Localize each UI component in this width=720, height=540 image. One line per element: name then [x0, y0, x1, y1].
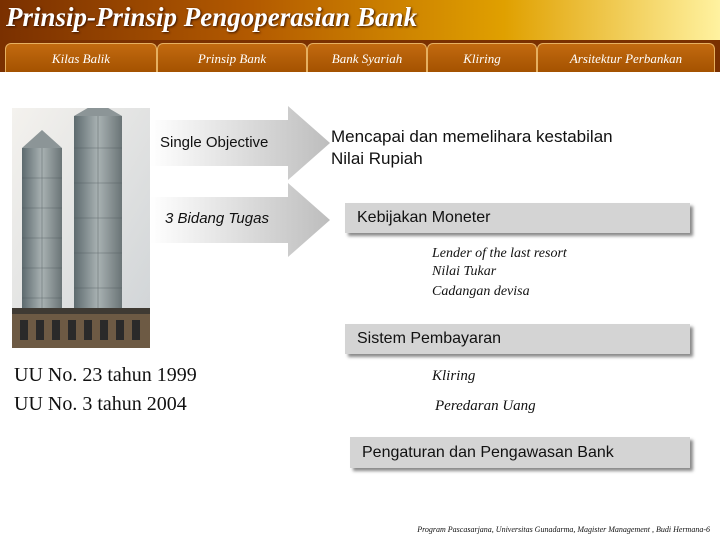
bidang-tugas-label: 3 Bidang Tugas: [165, 210, 269, 227]
payment-system-box: Sistem Pembayaran: [345, 324, 690, 354]
tab-prinsip-bank[interactable]: Prinsip Bank: [157, 43, 307, 72]
objective-line-2: Nilai Rupiah: [331, 149, 423, 168]
payment-item-2: Peredaran Uang: [435, 398, 536, 414]
footer-text: Program Pascasarjana, Universitas Gunadarma, Magister Management , Budi Hermana-6: [417, 525, 710, 534]
tab-bank-syariah[interactable]: Bank Syariah: [307, 43, 427, 72]
tab-kliring[interactable]: Kliring: [427, 43, 537, 72]
monetary-item-2: Nilai Tukar: [432, 264, 497, 279]
law-line-1: UU No. 23 tahun 1999: [14, 364, 197, 386]
payment-item-1: Kliring: [432, 368, 476, 384]
monetary-item-1: Lender of the last resort: [432, 246, 567, 261]
monetary-item-3: Cadangan devisa: [432, 284, 530, 299]
objective-line-1: Mencapai dan memelihara kestabilan: [331, 127, 613, 146]
monetary-policy-box: Kebijakan Moneter: [345, 203, 690, 233]
objective-text: [331, 126, 613, 170]
title-bar: [0, 0, 720, 40]
law-line-2: UU No. 3 tahun 2004: [14, 393, 187, 415]
tab-arsitektur-perbankan[interactable]: Arsitektur Perbankan: [537, 43, 715, 72]
building-image: [12, 108, 150, 348]
page-title: Prinsip-Prinsip Pengoperasian Bank: [6, 2, 418, 32]
tab-kilas-balik[interactable]: Kilas Balik: [5, 43, 157, 72]
supervision-box: Pengaturan dan Pengawasan Bank: [350, 437, 690, 468]
single-objective-label: Single Objective: [160, 134, 269, 151]
